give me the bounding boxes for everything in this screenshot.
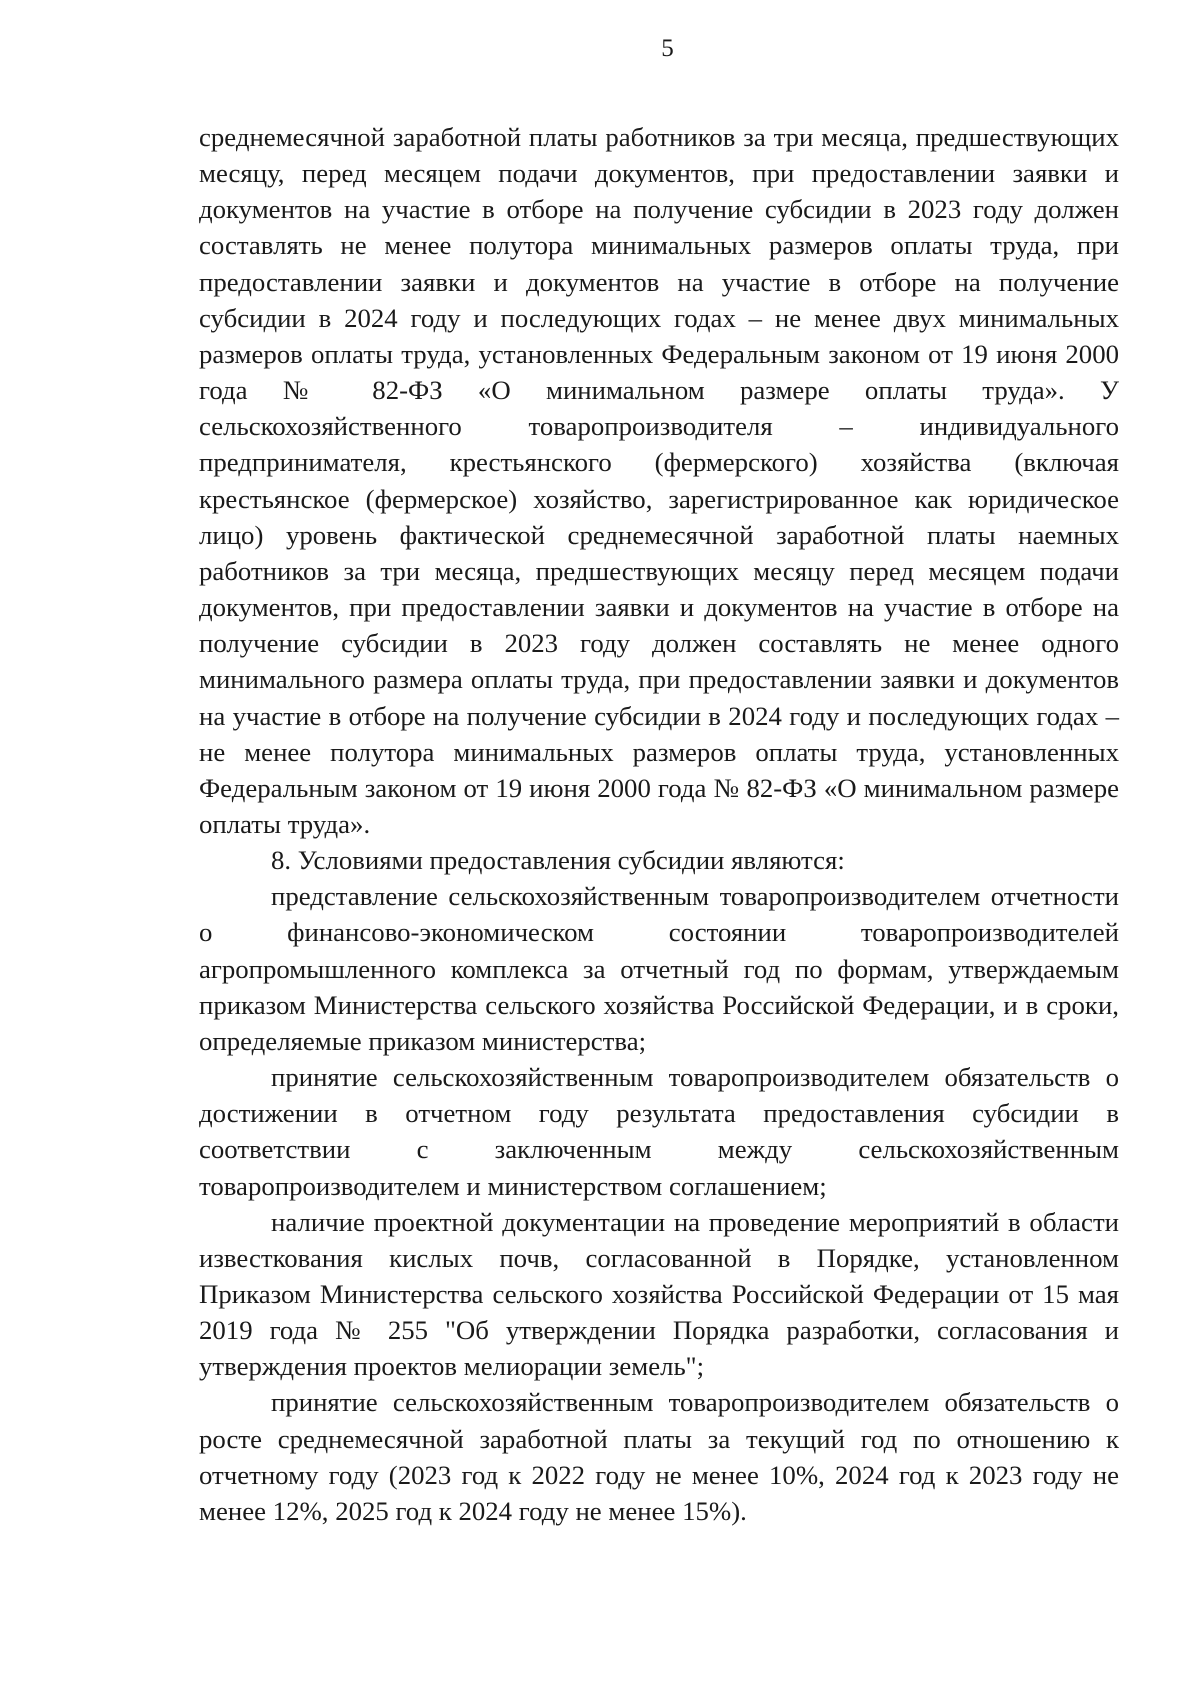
document-body [199,119,1119,1529]
paragraph-subsidy-conditions-heading: 8. Условиями предоставления субсидии являются: [271,845,845,876]
paragraph-condition-result-obligations: принятие сельскохозяйственным товаропроизводителем обязательств о достижении в отчетном году результата предоставления субсидии в соответствии с заключенным между сельскохозяйственным товаропроизводителем и министерством соглашением; [199,1062,1119,1201]
paragraph-condition-reporting: представление сельскохозяйственным товаропроизводителем отчетности о финансово-экономическом состоянии товаропроизводителей агропромышленного комплекса за отчетный год по формам, утверждаемым приказом Министерства сельского хозяйства Российской Федерации, и в сроки, определяемые приказом министерства; [199,881,1119,1056]
paragraph-condition-project-documentation: наличие проектной документации на проведение мероприятий в области известкования кислых почв, согласованной в Порядке, установленном Приказом Министерства сельского хозяйства Российской Федерации от 15 мая 2019 года № 255 "Об утверждении Порядка разработки, согласования и утверждения проектов мелиорации земель"; [199,1206,1119,1382]
paragraph-condition-wage-growth: принятие сельскохозяйственным товаропроизводителем обязательств о росте среднемесячной заработной платы за текущий год по отношению к отчетному году (2023 год к 2022 году не менее 10%, 2024 год к 2023 году не менее 12%, 2025 год к 2024 году не менее 15%). [199,1387,1119,1526]
paragraph-wage-requirements: среднемесячной заработной платы работников за три месяца, предшествующих месяцу, перед месяцем подачи документов, при предоставлении заявки и документов на участие в отборе на получение субсидии в 2023 году должен составлять не менее полутора минимальных размеров оплаты труда, при предоставлении заявки и документов на участие в отборе на получение субсидии в 2024 году и последующих годах – не менее двух минимальных размеров оплаты труда, установленных Федеральным законом от 19 июня 2000 года № 82-ФЗ «О минимальном размере оплаты труда». У сельскохозяйственного товаропроизводителя – индивидуального предпринимателя, крестьянского (фермерского) хозяйства (включая крестьянское (фермерское) хозяйство, зарегистрированное как юридическое лицо) уровень фактической среднемесячной заработной платы наемных работников за три месяца, предшествующих месяцу перед месяцем подачи документов, при предоставлении заявки и документов на участие в отборе на получение субсидии в 2023 году должен составлять не менее одного минимального размера оплаты труда, при предоставлении заявки и документов на участие в отборе на получение субсидии в 2024 году и последующих годах – не менее полутора минимальных размеров оплаты труда, установленных Федеральным законом от 19 июня 2000 года № 82-ФЗ «О минимальном размере оплаты труда». [199,122,1119,839]
page-number: 5 [661,35,674,62]
